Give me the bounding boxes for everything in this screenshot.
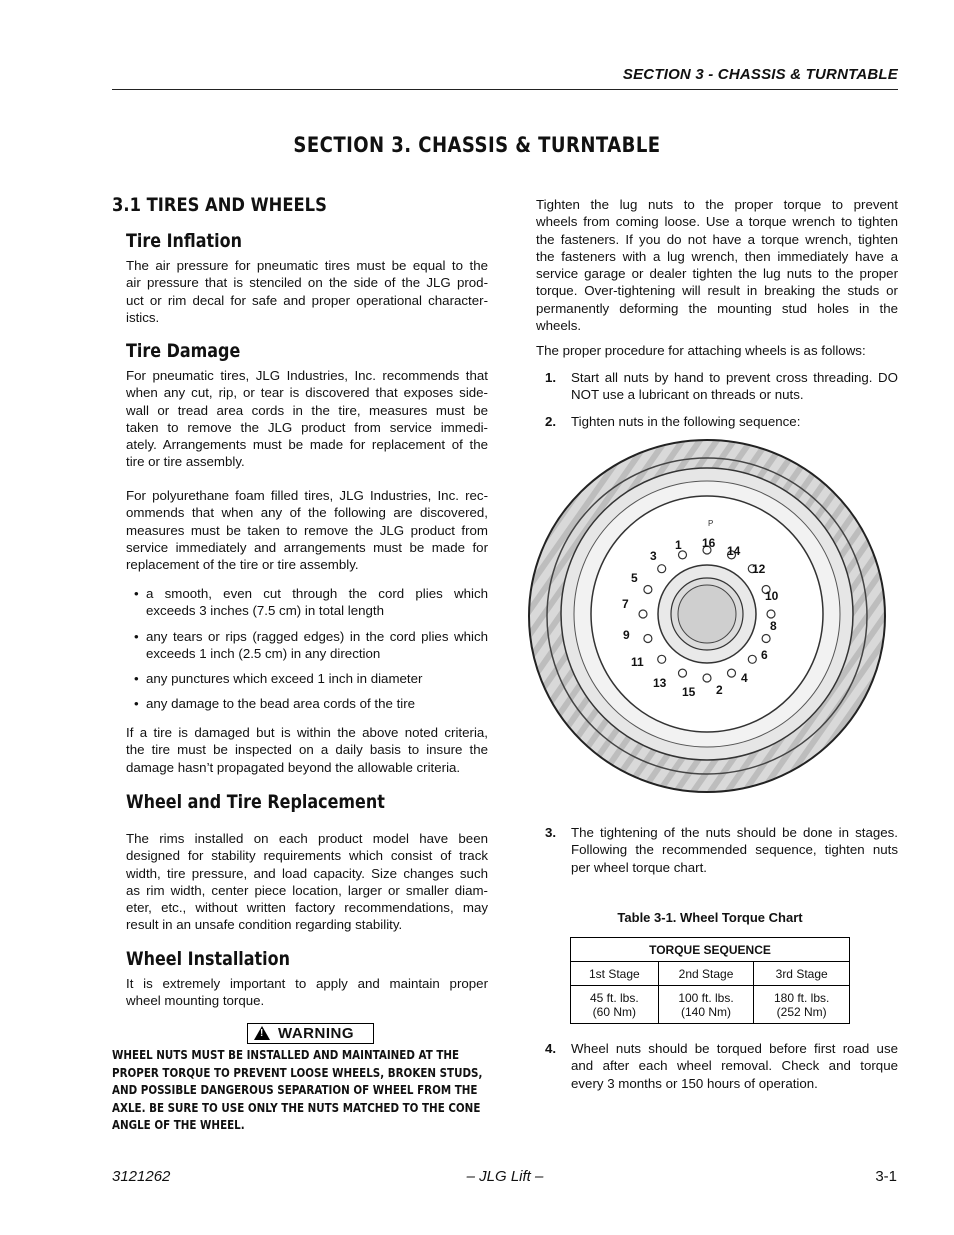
- text-line: any damage to the bead area cords of the tire: [146, 696, 416, 711]
- svg-text:P: P: [708, 519, 714, 528]
- lug-stud: [679, 669, 687, 677]
- paragraph-procedure-intro: The proper procedure for attaching wheels is as follows:: [536, 343, 866, 358]
- lug-stud: [767, 610, 775, 618]
- text-line: The air pressure for pneumatic tires must be equal to the: [126, 258, 488, 273]
- text-line: istics.: [126, 309, 160, 325]
- text-line: any punctures which exceed 1 inch in diameter: [146, 671, 423, 686]
- lug-stud: [703, 674, 711, 682]
- warning-line: PROPER TORQUE TO PREVENT LOOSE WHEELS, BROKEN STUDS,: [112, 1065, 483, 1080]
- text-line: It is extremely important to apply and maintain proper: [126, 976, 488, 991]
- step-2: [545, 413, 898, 430]
- text-line: every 3 months or 150 hours of operation.: [571, 1075, 818, 1091]
- text-line: ommends that when any of the following are discovered,: [126, 505, 488, 521]
- text-line: tire or tire assembly.: [126, 454, 245, 470]
- paragraph-wheel-installation: [126, 975, 488, 1010]
- lug-sequence-number: 6: [761, 648, 768, 662]
- text-line: a smooth, even cut through the cord plies which: [146, 586, 488, 601]
- lug-sequence-number: 8: [770, 619, 777, 633]
- lug-sequence-number: 11: [631, 655, 644, 669]
- table-cell-stage: 3rd Stage: [754, 962, 850, 986]
- text-line: the fasteners with a lug wrench, then immediately have a: [536, 248, 898, 264]
- lug-sequence-number: 3: [650, 549, 657, 563]
- step-4: [545, 1040, 898, 1092]
- text-line: measures must be taken to remove the JLG product from: [126, 522, 488, 538]
- text-line: Wheel nuts should be torqued before first road use: [571, 1041, 898, 1056]
- text-line: Tighten nuts in the following sequence:: [571, 414, 801, 429]
- text-line: wheel mounting torque.: [126, 993, 265, 1009]
- text-line: the fasteners. If you do not have a torque wrench, tighten: [536, 231, 898, 247]
- step-3: [545, 824, 898, 876]
- text-line: wheels from coming loose. Use a torque wrench to tighten: [536, 214, 898, 230]
- text-line: For pneumatic tires, JLG Industries, Inc. recommends that: [126, 368, 488, 383]
- text-line: any tears or rips (ragged edges) in the cord plies which: [146, 629, 488, 644]
- lug-sequence-number: 7: [622, 597, 629, 611]
- lug-stud: [679, 551, 687, 559]
- text-line: uct or rim decal for safe and proper operational character-: [126, 292, 488, 308]
- text-line: service garage or dealer tighten the lug nuts to the proper: [536, 266, 898, 282]
- list-item: [134, 585, 488, 620]
- lug-sequence-number: 9: [623, 628, 630, 642]
- heading-tire-inflation: Tire Inflation: [126, 230, 242, 252]
- step-number: 1.: [545, 370, 557, 385]
- warning-line: AXLE. BE SURE TO USE ONLY THE NUTS MATCHED TO THE CONE: [112, 1100, 481, 1115]
- text-line: exceeds 3 inches (7.5 cm) in total length: [146, 603, 384, 619]
- text-line: result in an unsafe condition regarding stability.: [126, 917, 403, 933]
- text-line: per wheel torque chart.: [571, 859, 708, 875]
- running-header: SECTION 3 - CHASSIS & TURNTABLE: [622, 66, 898, 83]
- lug-sequence-number: 4: [741, 671, 748, 685]
- text-line: The tightening of the nuts should be done in stages.: [571, 825, 898, 840]
- text-line: permanently deforming the mounting stud holes in the: [536, 300, 898, 316]
- lug-sequence-number: 15: [682, 685, 696, 699]
- lug-stud: [748, 655, 756, 663]
- text-line: wheels.: [536, 318, 582, 334]
- paragraph-tire-damage-pneumatic: [126, 367, 488, 471]
- warning-label: ! WARNING: [247, 1023, 374, 1044]
- footer-publisher: – JLG Lift –: [466, 1168, 544, 1185]
- wheel-lug-sequence-figure: [527, 438, 887, 794]
- table-cell-stage: 2nd Stage: [658, 962, 754, 986]
- lug-sequence-number: 14: [727, 544, 741, 558]
- table-cell-torque: 100 ft. lbs. (140 Nm): [658, 986, 754, 1024]
- warning-line: AND POSSIBLE DANGEROUS SEPARATION OF WHEEL FROM THE: [112, 1083, 478, 1098]
- lug-stud: [762, 635, 770, 643]
- text-line: If a tire is damaged but is within the above noted criteria,: [126, 725, 488, 740]
- text-line: damage hasn’t propagated beyond the allowable criteria.: [126, 759, 461, 775]
- paragraph-lug-nut-torque: [536, 196, 898, 334]
- lug-sequence-number: 2: [716, 683, 723, 697]
- page-title: SECTION 3. CHASSIS & TURNTABLE: [293, 133, 661, 157]
- text-line: width, tire pressure, and load capacity. Size changes such: [126, 865, 488, 881]
- text-line: and after each wheel removal. Check and torque: [571, 1058, 898, 1074]
- heading-wheel-tire-replacement: Wheel and Tire Replacement: [126, 791, 385, 813]
- text-line: Following the recommended sequence, tighten nuts: [571, 842, 898, 858]
- text-line: ately. Arrangements must be made for replacement of the: [126, 437, 488, 453]
- text-line: For polyurethane foam filled tires, JLG Industries, Inc. rec-: [126, 488, 488, 503]
- text-line: exceeds 1 inch (2.5 cm) in any direction: [146, 646, 381, 662]
- paragraph-tire-inflation: [126, 257, 488, 326]
- table-cell-stage: 1st Stage: [571, 962, 659, 986]
- lug-stud: [639, 610, 647, 618]
- heading-wheel-installation: Wheel Installation: [126, 948, 290, 970]
- text-line: designed for stability requirements which consist of track: [126, 848, 488, 864]
- lug-stud: [644, 635, 652, 643]
- text-line: taken to remove the JLG product from service immedi-: [126, 419, 488, 435]
- warning-text: [112, 1047, 483, 1135]
- step-number: 4.: [545, 1041, 557, 1056]
- table-cell-torque: 180 ft. lbs. (252 Nm): [754, 986, 850, 1024]
- bullet-icon: •: [134, 629, 139, 644]
- lug-sequence-number: 10: [765, 589, 779, 603]
- bullet-icon: •: [134, 586, 139, 601]
- list-item: [134, 670, 488, 687]
- section-heading: 3.1 TIRES AND WHEELS: [112, 194, 327, 216]
- bullet-icon: •: [134, 671, 139, 686]
- step-1: [545, 369, 898, 404]
- list-item: [134, 695, 488, 712]
- text-line: service immediately and arrangements must be made for: [126, 539, 488, 555]
- text-line: Start all nuts by hand to prevent cross threading. DO: [571, 370, 898, 385]
- text-line: Tighten the lug nuts to the proper torque to prevent: [536, 197, 898, 212]
- wheel-torque-table: [570, 937, 850, 1024]
- paragraph-tire-damage-inspection: [126, 724, 488, 776]
- warning-line: ANGLE OF THE WHEEL.: [112, 1118, 245, 1133]
- heading-tire-damage: Tire Damage: [126, 340, 241, 362]
- text-line: as rim width, center piece location, larger or smaller diam-: [126, 882, 488, 898]
- text-line: eter, etc., without written factory recommendations, may: [126, 900, 488, 916]
- step-number: 2.: [545, 414, 557, 429]
- step-number: 3.: [545, 825, 557, 840]
- table-header: TORQUE SEQUENCE: [571, 938, 850, 962]
- lug-stud: [658, 655, 666, 663]
- lug-sequence-number: 12: [752, 562, 766, 576]
- text-line: replacement of the tire or tire assembly.: [126, 557, 359, 573]
- list-item: [134, 628, 488, 663]
- lug-stud: [644, 586, 652, 594]
- lug-sequence-number: 13: [653, 676, 667, 690]
- lug-stud: [658, 565, 666, 573]
- text-line: the tire must be inspected on a daily basis to insure the: [126, 742, 488, 758]
- warning-line: WHEEL NUTS MUST BE INSTALLED AND MAINTAINED AT THE: [112, 1048, 460, 1062]
- text-line: wall or tread area cords in the tire, measures must be: [126, 402, 488, 418]
- text-line: torque. Over-tightening will result in breaking the studs or: [536, 283, 898, 299]
- bullet-icon: •: [134, 696, 139, 711]
- paragraph-wheel-tire-replacement: [126, 830, 488, 934]
- footer-document-number: 3121262: [112, 1168, 171, 1185]
- paragraph-tire-damage-foam: [126, 487, 488, 573]
- text-line: when any cut, rip, or tear is discovered that exposes side-: [126, 385, 488, 401]
- lug-sequence-number: 5: [631, 571, 638, 585]
- footer-page-number: 3-1: [875, 1168, 897, 1185]
- text-line: The rims installed on each product model have been: [126, 831, 488, 846]
- lug-sequence-number: 16: [702, 536, 716, 550]
- lug-sequence-number: 1: [675, 538, 682, 552]
- warning-label-text: WARNING: [278, 1025, 354, 1042]
- header-rule: [112, 89, 898, 90]
- table-cell-torque: 45 ft. lbs. (60 Nm): [571, 986, 659, 1024]
- table-caption: Table 3-1. Wheel Torque Chart: [617, 910, 803, 925]
- lug-stud: [728, 669, 736, 677]
- text-line: NOT use a lubricant on threads or nuts.: [571, 387, 804, 403]
- text-line: air pressure that is stenciled on the side of the JLG prod-: [126, 275, 488, 291]
